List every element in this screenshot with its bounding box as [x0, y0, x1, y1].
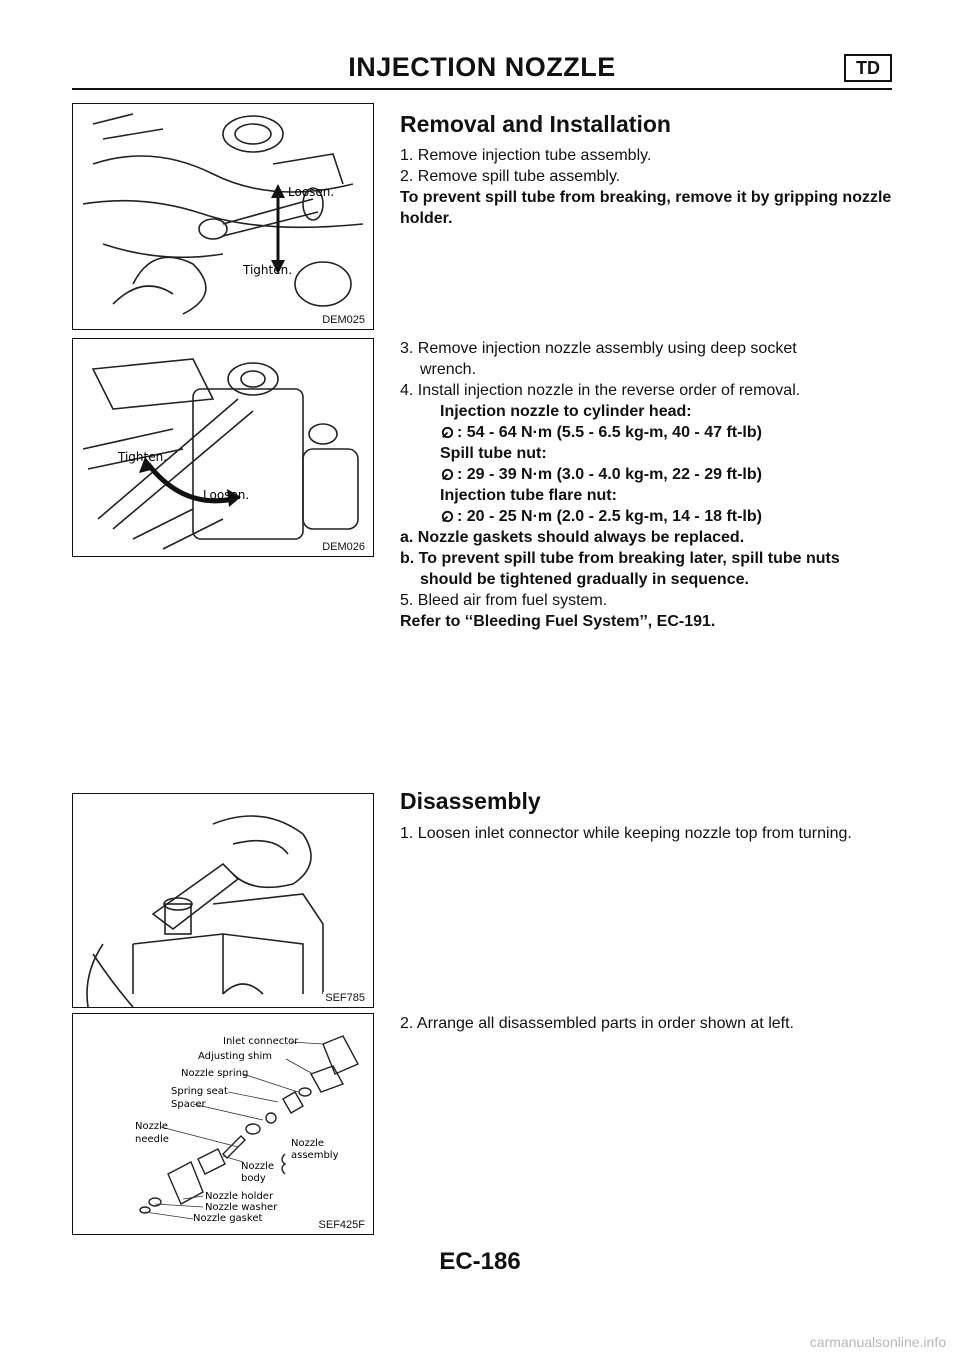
note-a: a. Nozzle gaskets should always be replaced. [400, 529, 745, 546]
engine-badge: TD [844, 54, 892, 82]
label-spring-seat: Spring seat [171, 1086, 228, 1097]
torque-value-3: : 20 - 25 N·m (2.0 - 2.5 kg-m, 14 - 18 ft-lb) [457, 508, 762, 525]
label-nozzle-assembly-2: assembly [291, 1150, 339, 1161]
step-3-cont: wrench. [420, 361, 477, 378]
nozzle-exploded-view [73, 1014, 373, 1234]
watermark: carmanualsonline.info [809, 1334, 946, 1350]
label-loosen-2: Loosen. [203, 488, 250, 502]
step-1: 1. Remove injection tube assembly. [400, 147, 652, 164]
label-nozzle-needle-1: Nozzle [135, 1121, 169, 1132]
caution-note: To prevent spill tube from breaking, remove it by gripping nozzle holder. [400, 189, 892, 227]
disassembly-step-1 [400, 823, 892, 844]
note-b-cont: should be tightened gradually in sequence. [420, 571, 749, 588]
step-2: 2. Remove spill tube assembly. [400, 168, 621, 185]
label-inlet-connector: Inlet connector [223, 1036, 299, 1047]
step-4: 4. Install injection nozzle in the reverse order of removal. [400, 382, 801, 399]
note-b: b. To prevent spill tube from breaking later, spill tube nuts [400, 550, 840, 567]
step-5: 5. Bleed air from fuel system. [400, 592, 608, 609]
torque-wrench-icon [440, 509, 455, 524]
section-heading-removal: Removal and Installation [400, 111, 671, 137]
torque-label-2: Spill tube nut: [440, 445, 547, 462]
figure-sef425f [72, 1013, 374, 1235]
step-2-arrange: 2. Arrange all disassembled parts in order shown at left. [400, 1015, 794, 1032]
figure-dem026 [72, 338, 374, 557]
label-nozzle-spring: Nozzle spring [181, 1068, 249, 1079]
socket-wrench-illustration [73, 339, 373, 556]
torque-value-2: : 29 - 39 N·m (3.0 - 4.0 kg-m, 22 - 29 ft-lb) [457, 466, 762, 483]
page-header [72, 52, 892, 88]
loosen-inlet-connector-illustration [73, 794, 373, 1007]
label-nozzle-washer: Nozzle washer [205, 1202, 278, 1213]
figure-code: DEM025 [322, 314, 365, 326]
step-3: 3. Remove injection nozzle assembly using deep socket [400, 340, 797, 357]
torque-value-1: : 54 - 64 N·m (5.5 - 6.5 kg-m, 40 - 47 ft-lb) [457, 424, 762, 441]
step-1-loosen: 1. Loosen inlet connector while keeping nozzle top from turning. [400, 825, 852, 842]
disassembly-step-2 [400, 1013, 892, 1034]
figure-sef785 [72, 793, 374, 1008]
label-adjusting-shim: Adjusting shim [198, 1051, 272, 1062]
header-divider [72, 88, 892, 90]
label-loosen: Loosen. [288, 185, 335, 199]
label-nozzle-assembly-1: Nozzle [291, 1138, 325, 1149]
label-nozzle-needle-2: needle [135, 1134, 169, 1145]
section-heading-disassembly: Disassembly [400, 788, 541, 814]
installation-steps [400, 338, 892, 632]
figure-dem025 [72, 103, 374, 330]
label-nozzle-gasket: Nozzle gasket [193, 1213, 263, 1224]
engine-loosen-tighten-illustration [73, 104, 373, 329]
torque-spec-2 [400, 464, 892, 485]
torque-label-1: Injection nozzle to cylinder head: [440, 403, 692, 420]
torque-spec-1 [400, 422, 892, 443]
removal-steps [400, 145, 892, 229]
label-nozzle-body-2: body [241, 1173, 266, 1184]
torque-label-3: Injection tube flare nut: [440, 487, 617, 504]
torque-wrench-icon [440, 425, 455, 440]
label-nozzle-body-1: Nozzle [241, 1161, 275, 1172]
page-number: EC-186 [439, 1248, 521, 1275]
page-title: INJECTION NOZZLE [348, 52, 616, 82]
label-tighten-2: Tighten. [118, 450, 168, 464]
figure-code: SEF785 [325, 992, 365, 1004]
torque-spec-3 [400, 506, 892, 527]
label-tighten: Tighten. [243, 263, 293, 277]
label-nozzle-holder: Nozzle holder [205, 1191, 274, 1202]
figure-code: SEF425F [318, 1219, 365, 1231]
torque-wrench-icon [440, 467, 455, 482]
label-spacer: Spacer [171, 1099, 206, 1110]
reference-note: Refer to ‘‘Bleeding Fuel System’’, EC-191. [400, 613, 716, 630]
figure-code: DEM026 [322, 541, 365, 553]
